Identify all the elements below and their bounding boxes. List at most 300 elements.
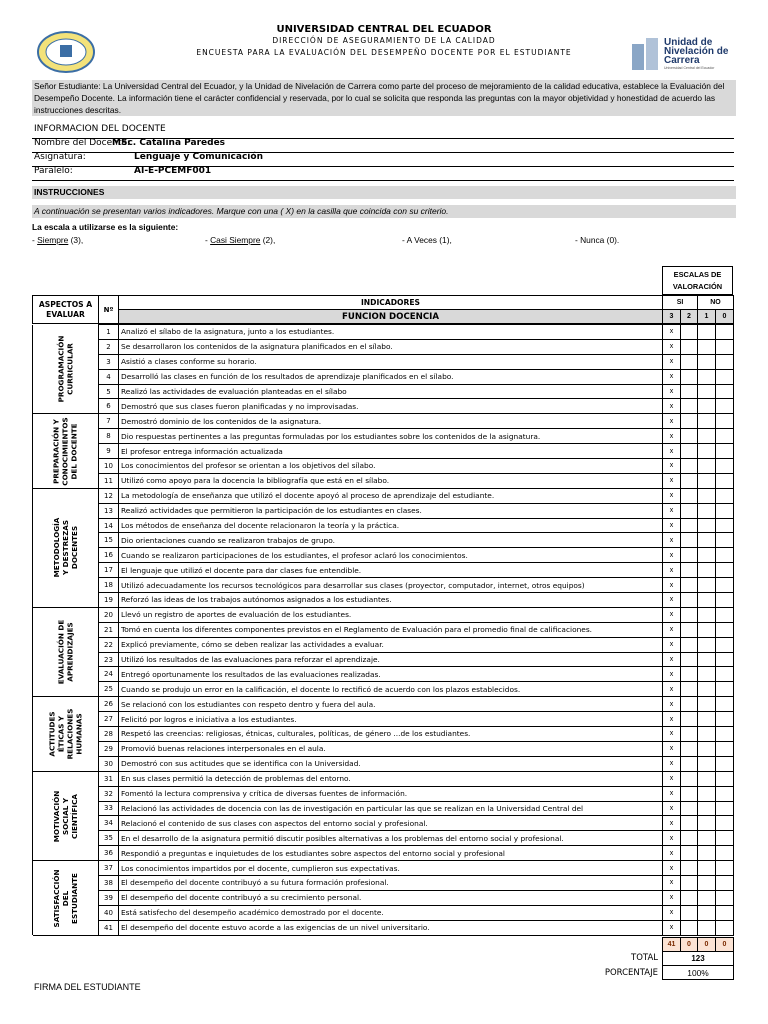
- rating-cell-3[interactable]: x: [663, 533, 681, 548]
- indicator-text: Explicó previamente, cómo se deben realizar las actividades a evaluar.: [119, 637, 663, 652]
- rating-cell-3[interactable]: x: [663, 682, 681, 697]
- rating-cell-1[interactable]: [698, 459, 716, 474]
- row-number: 19: [99, 593, 119, 608]
- rating-cell-2[interactable]: [681, 593, 698, 608]
- rating-cell-1[interactable]: [698, 920, 716, 935]
- rating-cell-1[interactable]: [698, 444, 716, 459]
- rating-cell-1[interactable]: [698, 756, 716, 771]
- row-number: 12: [99, 488, 119, 503]
- table-row: [33, 414, 734, 429]
- rating-cell-1[interactable]: [698, 593, 716, 608]
- percent-value: 100%: [663, 966, 734, 980]
- docente-name-value: MSc. Catalina Paredes: [112, 138, 226, 148]
- rating-cell-3[interactable]: x: [663, 548, 681, 563]
- scale-title: La escala a utilizarse es la siguiente:: [32, 222, 179, 232]
- rating-cell-3[interactable]: x: [663, 414, 681, 429]
- count-2: 0: [681, 938, 698, 952]
- rating-cell-3[interactable]: x: [663, 875, 681, 890]
- rating-cell-0[interactable]: [716, 384, 734, 399]
- instructions-title: INSTRUCCIONES: [32, 186, 736, 199]
- rating-cell-3[interactable]: x: [663, 712, 681, 727]
- rating-cell-2[interactable]: [681, 414, 698, 429]
- rating-cell-2[interactable]: [681, 682, 698, 697]
- subject-value: Lenguaje y Comunicación: [134, 152, 263, 162]
- rating-cell-0[interactable]: [716, 637, 734, 652]
- rating-cell-2[interactable]: [681, 697, 698, 712]
- row-number: 15: [99, 533, 119, 548]
- indicator-text: Fomentó la lectura comprensiva y crítica de diversas fuentes de información.: [119, 786, 663, 801]
- table-row: [33, 905, 734, 920]
- rating-cell-3[interactable]: x: [663, 637, 681, 652]
- table-row: [33, 518, 734, 533]
- rating-cell-2[interactable]: [681, 578, 698, 593]
- table-row: [33, 771, 734, 786]
- rating-cell-2[interactable]: [681, 563, 698, 578]
- row-number: 16: [99, 548, 119, 563]
- rating-cell-2[interactable]: [681, 727, 698, 742]
- rating-cell-1[interactable]: [698, 652, 716, 667]
- section-label: PROGRAMACIÓN CURRICULAR: [33, 325, 98, 414]
- indicator-text: El desempeño del docente estuvo acorde a las exigencias de un nivel universitario.: [119, 920, 663, 935]
- rating-cell-0[interactable]: [716, 831, 734, 846]
- rating-cell-1[interactable]: [698, 607, 716, 622]
- table-row: [33, 816, 734, 831]
- rating-cell-2[interactable]: [681, 831, 698, 846]
- rating-cell-1[interactable]: [698, 682, 716, 697]
- rating-cell-0[interactable]: [716, 756, 734, 771]
- rating-cell-2[interactable]: [681, 548, 698, 563]
- indicator-text: En sus clases permitió la detección de problemas del entorno.: [119, 771, 663, 786]
- indicator-text: En el desarrollo de la asignatura permitió discutir posibles alternativas a los problemas del entorno social y profesional.: [119, 831, 663, 846]
- indicator-text: Se desarrollaron los contenidos de la asignatura planificados en el sílabo.: [119, 339, 663, 354]
- row-number: 23: [99, 652, 119, 667]
- rating-cell-3[interactable]: x: [663, 399, 681, 414]
- rating-cell-2[interactable]: [681, 890, 698, 905]
- rating-cell-0[interactable]: [716, 741, 734, 756]
- rating-cell-2[interactable]: [681, 846, 698, 861]
- percent-label: PORCENTAJE: [604, 968, 658, 978]
- rating-cell-0[interactable]: [716, 846, 734, 861]
- indicator-text: Los métodos de enseñanza del docente relacionaron la teoría y la práctica.: [119, 518, 663, 533]
- indicator-text: Reforzó las ideas de los trabajos autónomos asignados a los estudiantes.: [119, 593, 663, 608]
- table-row: [33, 578, 734, 593]
- table-row: [33, 607, 734, 622]
- rating-cell-0[interactable]: [716, 473, 734, 488]
- indicator-text: Utilizó como apoyo para la docencia la bibliografía que está en el sílabo.: [119, 473, 663, 488]
- row-number: 32: [99, 786, 119, 801]
- rating-cell-3[interactable]: x: [663, 503, 681, 518]
- rating-cell-3[interactable]: x: [663, 563, 681, 578]
- rating-cell-3[interactable]: x: [663, 459, 681, 474]
- indicator-text: Tomó en cuenta los diferentes componentes previstos en el Reglamento de Evaluación para el promedio final de calificaciones.: [119, 622, 663, 637]
- section-label: MOTIVACIÓN SOCIAL Y CIENTÍFICA: [33, 772, 98, 861]
- rating-cell-3[interactable]: x: [663, 339, 681, 354]
- indicator-text: El desempeño del docente contribuyó a su futura formación profesional.: [119, 875, 663, 890]
- indicator-text: Felicitó por logros e iniciativa a los estudiantes.: [119, 712, 663, 727]
- no-header: NO: [698, 296, 734, 310]
- rating-cell-3[interactable]: x: [663, 488, 681, 503]
- rating-cell-3[interactable]: x: [663, 325, 681, 340]
- rating-cell-1[interactable]: [698, 801, 716, 816]
- scale-nunca: - Nunca (0).: [575, 235, 620, 245]
- indicator-text: Utilizó los resultados de las evaluaciones para reforzar el aprendizaje.: [119, 652, 663, 667]
- row-number: 24: [99, 667, 119, 682]
- rating-cell-2[interactable]: [681, 786, 698, 801]
- indicator-text: Llevó un registro de aportes de evaluación de los estudiantes.: [119, 607, 663, 622]
- rating-cell-1[interactable]: [698, 712, 716, 727]
- logo-sub: Universidad Central del Ecuador: [664, 66, 715, 70]
- group-value: AI-E-PCEMF001: [134, 166, 212, 176]
- rating-cell-0[interactable]: [716, 875, 734, 890]
- row-number: 35: [99, 831, 119, 846]
- nivelacion-logo: [632, 38, 742, 72]
- rating-cell-0[interactable]: [716, 593, 734, 608]
- rating-cell-3[interactable]: x: [663, 741, 681, 756]
- rating-cell-1[interactable]: [698, 563, 716, 578]
- section-label: ACTITUDES ÉTICAS Y RELACIONES HUMANAS: [33, 698, 98, 773]
- rating-cell-1[interactable]: [698, 875, 716, 890]
- rating-cell-2[interactable]: [681, 533, 698, 548]
- counts-table: [662, 937, 734, 980]
- table-row: [33, 846, 734, 861]
- table-row: [33, 920, 734, 935]
- rating-cell-2[interactable]: [681, 712, 698, 727]
- count-3: 41: [663, 938, 681, 952]
- table-row: [33, 384, 734, 399]
- section-label: EVALUACIÓN DE APRENDIZAJES: [33, 608, 98, 697]
- rating-cell-1[interactable]: [698, 354, 716, 369]
- row-number: 2: [99, 339, 119, 354]
- rating-cell-2[interactable]: [681, 801, 698, 816]
- rating-cell-1[interactable]: [698, 473, 716, 488]
- rating-cell-1[interactable]: [698, 861, 716, 876]
- col-2: 2: [681, 310, 698, 324]
- rating-cell-1[interactable]: [698, 727, 716, 742]
- rating-cell-0[interactable]: [716, 697, 734, 712]
- indicator-text: Cuando se realizaron participaciones de los estudiantes, el profesor aclaró los conocimientos.: [119, 548, 663, 563]
- row-number: 29: [99, 741, 119, 756]
- row-number: 30: [99, 756, 119, 771]
- rating-cell-3[interactable]: x: [663, 622, 681, 637]
- table-row: [33, 503, 734, 518]
- rating-cell-3[interactable]: x: [663, 905, 681, 920]
- rating-cell-0[interactable]: [716, 578, 734, 593]
- rating-cell-0[interactable]: [716, 369, 734, 384]
- table-row: [33, 756, 734, 771]
- rating-cell-0[interactable]: [716, 518, 734, 533]
- table-row: [33, 831, 734, 846]
- rating-cell-0[interactable]: [716, 325, 734, 340]
- indicator-text: Analizó el sílabo de la asignatura, junto a los estudiantes.: [119, 325, 663, 340]
- rating-cell-1[interactable]: [698, 369, 716, 384]
- rating-cell-2[interactable]: [681, 518, 698, 533]
- row-number: 14: [99, 518, 119, 533]
- row-number: 36: [99, 846, 119, 861]
- section-label: METODOLOGÍA Y DESTREZAS DOCENTES: [33, 489, 98, 608]
- table-row: [33, 563, 734, 578]
- rating-cell-1[interactable]: [698, 667, 716, 682]
- row-number: 33: [99, 801, 119, 816]
- rating-cell-1[interactable]: [698, 846, 716, 861]
- row-number: 18: [99, 578, 119, 593]
- table-row: [33, 712, 734, 727]
- rating-cell-0[interactable]: [716, 816, 734, 831]
- row-number: 31: [99, 771, 119, 786]
- rating-cell-0[interactable]: [716, 905, 734, 920]
- table-row: [33, 875, 734, 890]
- table-row: [33, 682, 734, 697]
- instructions-text: A continuación se presentan varios indicadores. Marque con una ( X) en la casilla que coincida con su criterio.: [32, 205, 736, 218]
- rating-cell-1[interactable]: [698, 518, 716, 533]
- rating-cell-1[interactable]: [698, 488, 716, 503]
- rating-cell-0[interactable]: [716, 712, 734, 727]
- rating-cell-2[interactable]: [681, 905, 698, 920]
- rating-cell-2[interactable]: [681, 503, 698, 518]
- rating-cell-0[interactable]: [716, 622, 734, 637]
- rating-cell-2[interactable]: [681, 325, 698, 340]
- survey-title: ENCUESTA PARA LA EVALUACIÓN DEL DESEMPEÑO DOCENTE POR EL ESTUDIANTE: [196, 48, 572, 57]
- rating-cell-3[interactable]: x: [663, 727, 681, 742]
- rating-cell-3[interactable]: x: [663, 354, 681, 369]
- indicator-text: Dio orientaciones cuando se realizaron trabajos de grupo.: [119, 533, 663, 548]
- indicators-header: INDICADORES: [119, 296, 663, 310]
- rating-cell-0[interactable]: [716, 533, 734, 548]
- row-number: 38: [99, 875, 119, 890]
- table-row: [33, 548, 734, 563]
- rating-cell-3[interactable]: x: [663, 831, 681, 846]
- function-header: FUNCION DOCENCIA: [119, 310, 663, 324]
- rating-cell-1[interactable]: [698, 637, 716, 652]
- indicators-table: [32, 324, 734, 936]
- rating-cell-2[interactable]: [681, 444, 698, 459]
- rating-cell-2[interactable]: [681, 622, 698, 637]
- table-row: [33, 890, 734, 905]
- indicator-text: Respetó las creencias: religiosas, étnicas, culturales, políticas, de género ...de los estudiantes.: [119, 727, 663, 742]
- rating-cell-1[interactable]: [698, 325, 716, 340]
- rating-cell-2[interactable]: [681, 861, 698, 876]
- count-0: 0: [716, 938, 734, 952]
- rating-cell-0[interactable]: [716, 920, 734, 935]
- direction-title: DIRECCIÓN DE ASEGURAMIENTO DE LA CALIDAD: [272, 36, 496, 45]
- row-number: 7: [99, 414, 119, 429]
- rating-cell-1[interactable]: [698, 414, 716, 429]
- indicator-text: Asistió a clases conforme su horario.: [119, 354, 663, 369]
- rating-cell-3[interactable]: x: [663, 697, 681, 712]
- row-number: 13: [99, 503, 119, 518]
- row-number: 4: [99, 369, 119, 384]
- rating-cell-0[interactable]: [716, 890, 734, 905]
- indicator-text: Dio respuestas pertinentes a las preguntas formuladas por los estudiantes sobre los contenidos de la asignatura.: [119, 429, 663, 444]
- rating-cell-0[interactable]: [716, 771, 734, 786]
- indicator-text: Promovió buenas relaciones interpersonales en el aula.: [119, 741, 663, 756]
- row-number: 8: [99, 429, 119, 444]
- rating-cell-1[interactable]: [698, 503, 716, 518]
- rating-cell-2[interactable]: [681, 369, 698, 384]
- rating-cell-2[interactable]: [681, 429, 698, 444]
- table-row: [33, 429, 734, 444]
- indicator-text: Desarrolló las clases en función de los resultados de aprendizaje planificados en el sílabo.: [119, 369, 663, 384]
- rating-cell-0[interactable]: [716, 652, 734, 667]
- rating-cell-2[interactable]: [681, 756, 698, 771]
- table-row: [33, 637, 734, 652]
- rating-cell-0[interactable]: [716, 667, 734, 682]
- rating-cell-3[interactable]: x: [663, 816, 681, 831]
- rating-cell-0[interactable]: [716, 414, 734, 429]
- indicator-text: Respondió a preguntas e inquietudes de los estudiantes sobre aspectos del entorno social y profesional: [119, 846, 663, 861]
- rating-cell-0[interactable]: [716, 801, 734, 816]
- row-number: 26: [99, 697, 119, 712]
- row-number: 37: [99, 861, 119, 876]
- si-header: SI: [663, 296, 698, 310]
- rating-cell-3[interactable]: x: [663, 593, 681, 608]
- rating-cell-3[interactable]: x: [663, 801, 681, 816]
- rating-cell-1[interactable]: [698, 697, 716, 712]
- rating-cell-0[interactable]: [716, 563, 734, 578]
- col-1: 1: [698, 310, 716, 324]
- rating-cell-1[interactable]: [698, 384, 716, 399]
- rating-cell-2[interactable]: [681, 667, 698, 682]
- rating-cell-1[interactable]: [698, 905, 716, 920]
- table-row: [33, 697, 734, 712]
- section-label: SATISFACCIÓN DEL ESTUDIANTE: [33, 861, 98, 936]
- rating-cell-1[interactable]: [698, 578, 716, 593]
- rating-cell-1[interactable]: [698, 890, 716, 905]
- rating-cell-0[interactable]: [716, 682, 734, 697]
- indicator-text: Se relacionó con los estudiantes con respeto dentro y fuera del aula.: [119, 697, 663, 712]
- rating-cell-0[interactable]: [716, 727, 734, 742]
- rating-cell-0[interactable]: [716, 503, 734, 518]
- indicator-text: Está satisfecho del desempeño académico demostrado por el docente.: [119, 905, 663, 920]
- subject-row: Asignatura: Lenguaje y Comunicación: [32, 152, 734, 167]
- rating-cell-0[interactable]: [716, 786, 734, 801]
- row-number: 22: [99, 637, 119, 652]
- rating-cell-2[interactable]: [681, 473, 698, 488]
- rating-cell-3[interactable]: x: [663, 473, 681, 488]
- rating-cell-1[interactable]: [698, 339, 716, 354]
- rating-cell-0[interactable]: [716, 339, 734, 354]
- table-row: [33, 652, 734, 667]
- rating-cell-0[interactable]: [716, 399, 734, 414]
- rating-cell-3[interactable]: x: [663, 756, 681, 771]
- rating-cell-1[interactable]: [698, 786, 716, 801]
- rating-cell-1[interactable]: [698, 429, 716, 444]
- table-row: [33, 488, 734, 503]
- rating-cell-3[interactable]: x: [663, 861, 681, 876]
- rating-cell-1[interactable]: [698, 533, 716, 548]
- rating-cell-2[interactable]: [681, 459, 698, 474]
- row-number: 28: [99, 727, 119, 742]
- aspects-header: ASPECTOS A EVALUAR: [33, 296, 99, 324]
- rating-cell-0[interactable]: [716, 429, 734, 444]
- scales-title: ESCALAS DE VALORACIÓN: [662, 266, 733, 295]
- rating-cell-0[interactable]: [716, 548, 734, 563]
- row-number: 34: [99, 816, 119, 831]
- rating-cell-3[interactable]: x: [663, 369, 681, 384]
- rating-cell-2[interactable]: [681, 741, 698, 756]
- docente-name-row: Nombre del Docente: MSc. Catalina Paredes: [32, 138, 734, 153]
- row-number: 20: [99, 607, 119, 622]
- rating-cell-3[interactable]: x: [663, 444, 681, 459]
- indicator-text: Cuando se produjo un error en la calificación, el docente lo rectificó de acuerdo con los plazos establecidos.: [119, 682, 663, 697]
- table-row: [33, 861, 734, 876]
- rating-cell-2[interactable]: [681, 607, 698, 622]
- rating-cell-0[interactable]: [716, 444, 734, 459]
- rating-cell-2[interactable]: [681, 399, 698, 414]
- rating-cell-3[interactable]: x: [663, 518, 681, 533]
- rating-cell-1[interactable]: [698, 399, 716, 414]
- table-row: [33, 533, 734, 548]
- rating-cell-2[interactable]: [681, 488, 698, 503]
- table-row: [33, 786, 734, 801]
- rating-cell-0[interactable]: [716, 488, 734, 503]
- rating-cell-3[interactable]: x: [663, 652, 681, 667]
- rating-cell-1[interactable]: [698, 548, 716, 563]
- rating-cell-3[interactable]: x: [663, 607, 681, 622]
- indicator-text: Relacionó el contenido de sus clases con aspectos del entorno social y profesional.: [119, 816, 663, 831]
- row-number: 11: [99, 473, 119, 488]
- rating-cell-2[interactable]: [681, 652, 698, 667]
- row-number: 6: [99, 399, 119, 414]
- rating-cell-1[interactable]: [698, 831, 716, 846]
- rating-cell-1[interactable]: [698, 816, 716, 831]
- rating-cell-0[interactable]: [716, 607, 734, 622]
- rating-cell-2[interactable]: [681, 875, 698, 890]
- rating-cell-0[interactable]: [716, 459, 734, 474]
- rating-cell-2[interactable]: [681, 384, 698, 399]
- table-row: [33, 399, 734, 414]
- logo-line2: Nivelación de: [664, 46, 729, 57]
- rating-cell-2[interactable]: [681, 354, 698, 369]
- signature-label: FIRMA DEL ESTUDIANTE: [34, 982, 141, 992]
- rating-cell-2[interactable]: [681, 637, 698, 652]
- rating-cell-3[interactable]: x: [663, 846, 681, 861]
- rating-cell-2[interactable]: [681, 339, 698, 354]
- table-row: [33, 473, 734, 488]
- row-number: 17: [99, 563, 119, 578]
- rating-cell-1[interactable]: [698, 741, 716, 756]
- rating-cell-0[interactable]: [716, 861, 734, 876]
- rating-cell-2[interactable]: [681, 816, 698, 831]
- table-row: [33, 622, 734, 637]
- rating-cell-3[interactable]: x: [663, 429, 681, 444]
- rating-cell-3[interactable]: x: [663, 920, 681, 935]
- indicator-text: El desempeño del docente contribuyó a su crecimiento personal.: [119, 890, 663, 905]
- rating-cell-2[interactable]: [681, 771, 698, 786]
- rating-cell-2[interactable]: [681, 920, 698, 935]
- rating-cell-0[interactable]: [716, 354, 734, 369]
- indicator-text: Entregó oportunamente los resultados de las evaluaciones realizadas.: [119, 667, 663, 682]
- table-row: [33, 667, 734, 682]
- row-number: 27: [99, 712, 119, 727]
- rating-cell-3[interactable]: x: [663, 578, 681, 593]
- row-number: 1: [99, 325, 119, 340]
- rating-cell-3[interactable]: x: [663, 890, 681, 905]
- rating-cell-1[interactable]: [698, 622, 716, 637]
- rating-cell-3[interactable]: x: [663, 667, 681, 682]
- rating-cell-3[interactable]: x: [663, 384, 681, 399]
- rating-cell-3[interactable]: x: [663, 786, 681, 801]
- table-row: [33, 325, 734, 340]
- col-3: 3: [663, 310, 681, 324]
- logo-line3: Carrera: [664, 55, 700, 66]
- table-row: [33, 444, 734, 459]
- table-row: [33, 727, 734, 742]
- indicator-text: Realizó actividades que permitieron la participación de los estudiantes en clases.: [119, 503, 663, 518]
- rating-cell-1[interactable]: [698, 771, 716, 786]
- table-row: [33, 369, 734, 384]
- rating-cell-3[interactable]: x: [663, 771, 681, 786]
- indicator-text: Los conocimientos del profesor se orientan a los objetivos del sílabo.: [119, 459, 663, 474]
